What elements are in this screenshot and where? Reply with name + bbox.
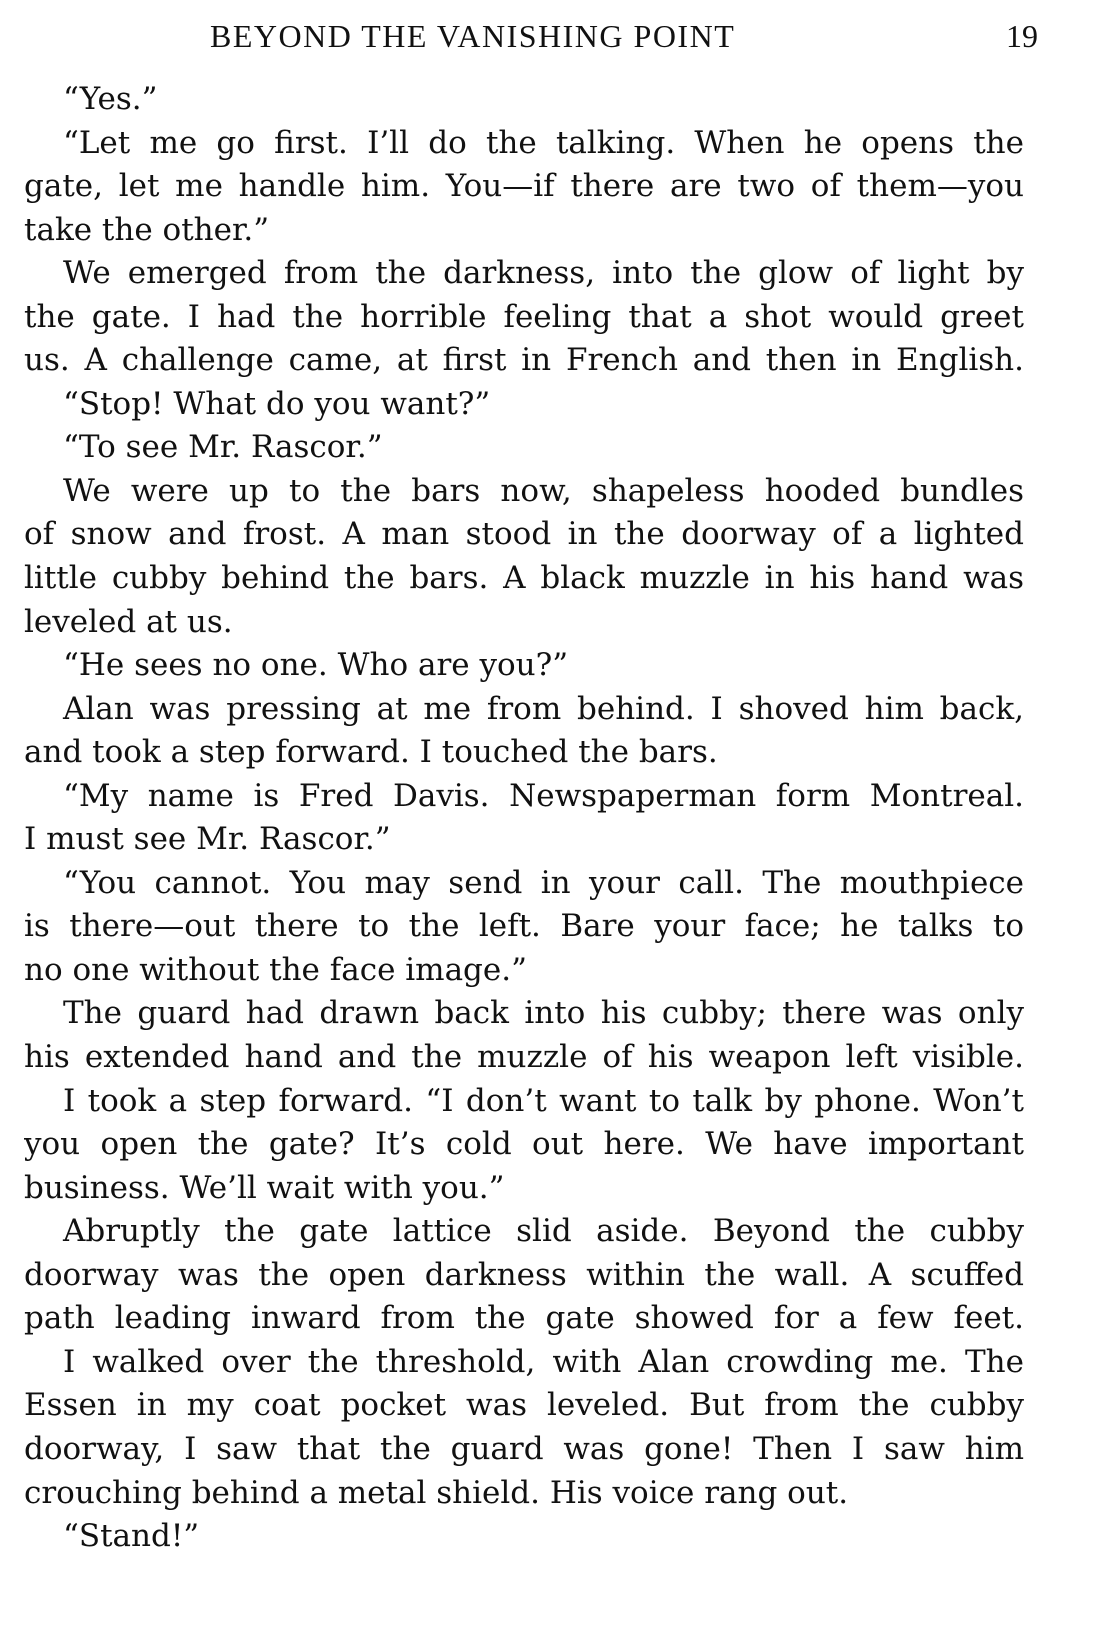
text-line: “Stop! What do you want?” [63, 385, 491, 422]
text-line: Essen in my coat pocket was leveled. But from the cubby [24, 1387, 1024, 1424]
text-line: The guard had drawn back into his cubby; there was only [63, 995, 1024, 1032]
text-line: “My name is Fred Davis. Newspaperman form Montreal. [63, 777, 1024, 814]
running-title: BEYOND THE VANISHING POINT [210, 18, 736, 54]
text-line: “Stand!” [63, 1518, 200, 1555]
text-line: doorway, I saw that the guard was gone! Then I saw him [24, 1430, 1024, 1467]
text-line: his extended hand and the muzzle of his weapon left visible. [24, 1039, 1024, 1076]
page-header [0, 14, 1093, 58]
text-line: gate, let me handle him. You—if there are two of them—you [24, 168, 1024, 205]
text-line: doorway was the open darkness within the wall. A scuffed [24, 1256, 1024, 1293]
text-line: crouching behind a metal shield. His voice rang out. [24, 1474, 849, 1511]
text-line: path leading inward from the gate showed for a few feet. [24, 1300, 1024, 1337]
text-line: the gate. I had the horrible feeling that a shot would greet [24, 298, 1024, 335]
text-line: “To see Mr. Rascor.” [63, 429, 383, 466]
text-line: I walked over the threshold, with Alan crowding me. The [63, 1343, 1024, 1380]
text-line: little cubby behind the bars. A black muzzle in his hand was [24, 560, 1024, 597]
text-line: no one without the face image.” [24, 951, 527, 988]
text-line: I must see Mr. Rascor.” [24, 821, 391, 858]
text-line: We were up to the bars now, shapeless hooded bundles [63, 472, 1024, 509]
text-line: “He sees no one. Who are you?” [63, 647, 569, 684]
text-line: Abruptly the gate lattice slid aside. Beyond the cubby [63, 1213, 1024, 1250]
text-line: “Yes.” [63, 81, 158, 117]
text-line: us. A challenge came, at first in French and then in English. [24, 342, 1024, 379]
text-line: We emerged from the darkness, into the glow of light by [63, 255, 1024, 292]
text-line: of snow and frost. A man stood in the doorway of a lighted [24, 516, 1024, 553]
body-text [24, 78, 1024, 1559]
text-line: I took a step forward. “I don’t want to talk by phone. Won’t [63, 1082, 1024, 1119]
text-line: you open the gate? It’s cold out here. We have important [24, 1126, 1024, 1163]
text-line: business. We’ll wait with you.” [24, 1169, 505, 1206]
text-line: leveled at us. [24, 603, 233, 640]
text-line: take the other.” [24, 211, 270, 248]
text-line: “Let me go first. I’ll do the talking. When he opens the [63, 124, 1024, 161]
text-line: “You cannot. You may send in your call. The mouthpiece [63, 864, 1024, 901]
text-line: is there—out there to the left. Bare your face; he talks to [24, 908, 1024, 945]
text-line: and took a step forward. I touched the bars. [24, 734, 718, 771]
page-number: 19 [1006, 18, 1038, 54]
text-line: Alan was pressing at me from behind. I shoved him back, [63, 690, 1024, 727]
